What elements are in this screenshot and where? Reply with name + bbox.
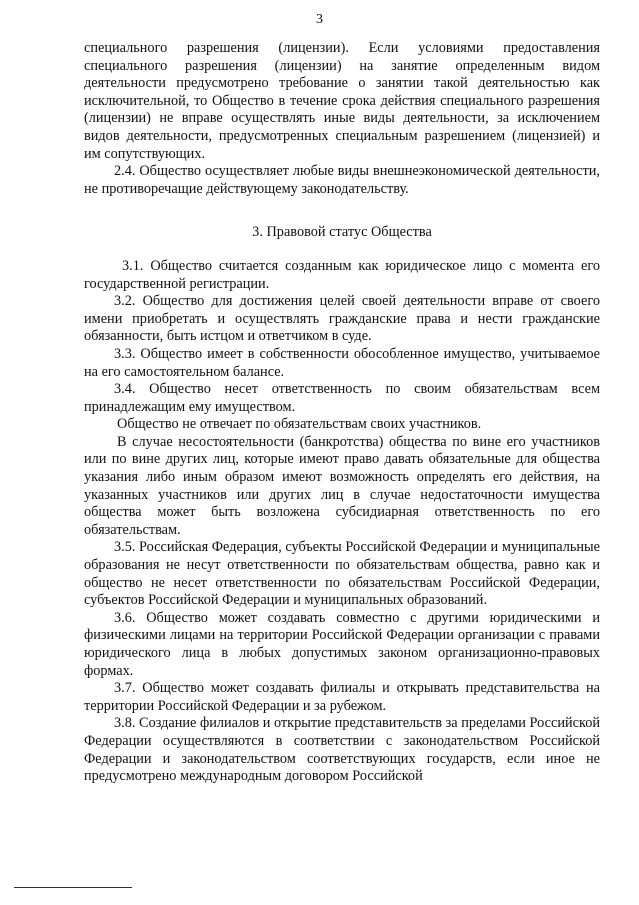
page-number: 3 (316, 12, 323, 27)
paragraph-3-3: 3.3. Общество имеет в собственности обособленное имущество, учитываемое на его самостоятельном балансе. (84, 345, 600, 380)
paragraph-continuation: специального разрешения (лицензии). Если условиями предоставления специального разрешения (лицензии) на занятие определенным видом деятельности предусмотрено требование о занятии такой деятельностью как исключительной, то Общество в течение срока действия специального разрешения (лицензии) не вправе осуществлять иные виды деятельности, за исключением видов деятельности, предусмотренных специальным разрешением (лицензией) и им сопутствующих. (84, 40, 600, 162)
footnote-rule (14, 887, 132, 888)
paragraph-3-4-bankruptcy: В случае несостоятельности (банкротства) общества по вине его участников или по вине других лиц, которые имеют право давать обязательные для общества указания либо иным образом имеют возможность определять его действия, на указанных участников или других лиц в случае недостаточности имущества общества может быть возложена субсидиарная ответственность по его обязательствам. (84, 433, 600, 538)
paragraph-3-1: 3.1. Общество считается созданным как юридическое лицо с момента его государственной регистрации. (84, 257, 600, 292)
document-body (84, 40, 600, 786)
section-heading: 3. Правовой статус Общества (252, 224, 432, 241)
paragraph-3-2: 3.2. Общество для достижения целей своей деятельности вправе от своего имени приобретать и осуществлять гражданские права и нести гражданские обязанности, быть истцом и ответчиком в суде. (84, 293, 600, 345)
paragraph-2-4: 2.4. Общество осуществляет любые виды внешнеэкономической деятельности, не противоречащие действующему законодательству. (84, 163, 600, 197)
paragraph-3-6: 3.6. Общество может создавать совместно с другими юридическими и физическими лицами на территории Российской Федерации организации с правами юридического лица в любых допустимых законом организационно-правовых формах. (84, 609, 600, 679)
paragraph-3-5: 3.5. Российская Федерация, субъекты Российской Федерации и муниципальные образования не несут ответственности по обязательствам общества, равно как и общество не несет ответственности по обязательствам Российской Федерации, субъектов Российской Федерации и муниципальных образований. (84, 539, 600, 609)
paragraph-3-4: 3.4. Общество несет ответственность по своим обязательствам всем принадлежащим ему имуществом. (84, 381, 600, 415)
paragraph-3-4-no-liability: Общество не отвечает по обязательствам своих участников. (117, 416, 482, 433)
paragraph-3-7: 3.7. Общество может создавать филиалы и открывать представительства на территории Российской Федерации и за рубежом. (84, 680, 600, 714)
paragraph-3-8: 3.8. Создание филиалов и открытие представительств за пределами Российской Федерации осуществляются в соответствии с законодательством Российской Федерации и законодательством соответствующих государств, если иное не предусмотрено международным договором Российской (84, 715, 600, 785)
